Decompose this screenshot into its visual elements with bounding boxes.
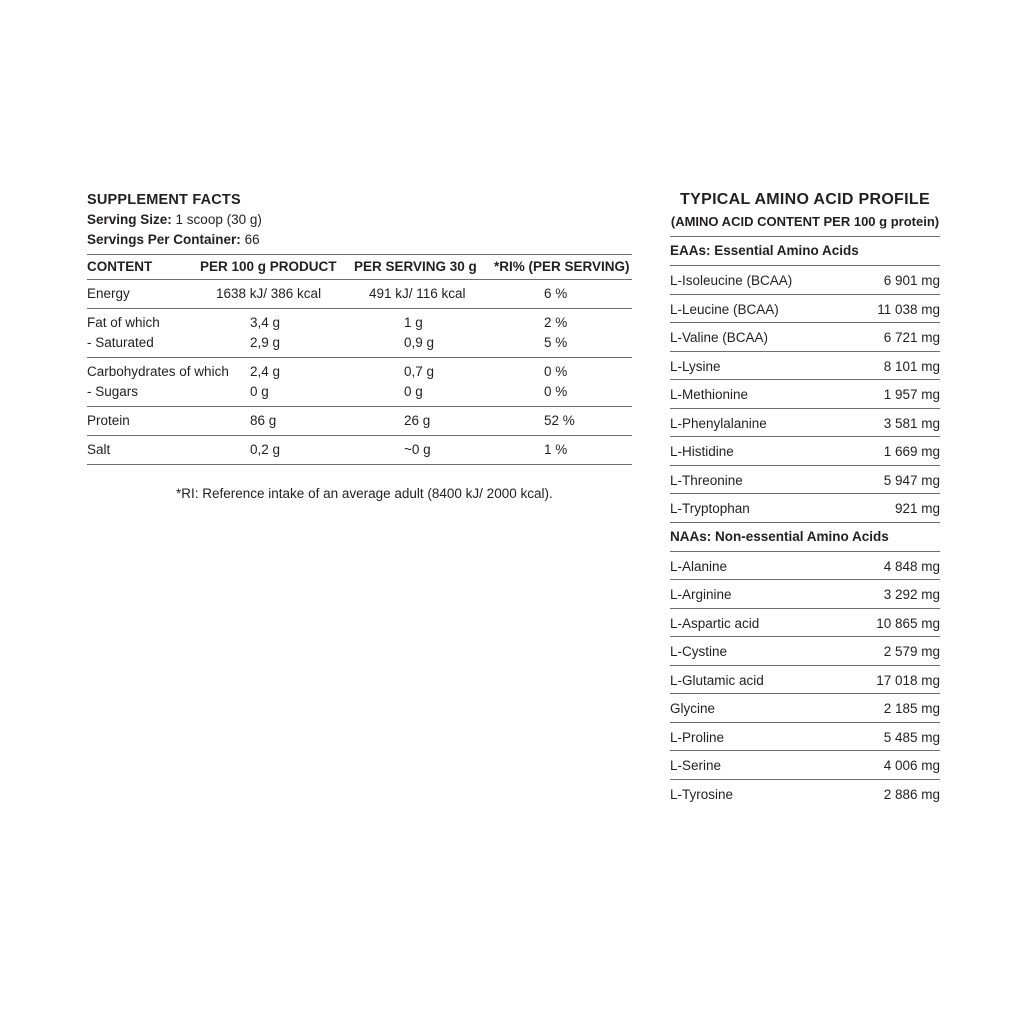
amino-acid-row (670, 637, 940, 666)
ri-value-cell (494, 309, 632, 358)
amino-acid-value: 921 mg (894, 501, 940, 516)
table-row (87, 280, 632, 309)
servings-per-container (87, 230, 632, 250)
amino-acid-name: L-Methionine (670, 387, 749, 402)
per-serving-value: 491 kJ/ 116 kcal (369, 286, 466, 301)
ri-footnote: *RI: Reference intake of an average adult (8400 kJ/ 2000 kcal). (176, 486, 553, 501)
amino-profile-title: TYPICAL AMINO ACID PROFILE (680, 191, 930, 208)
per-100g-value-cell (200, 407, 354, 436)
nutrient-name-cell (87, 436, 200, 465)
amino-acid-value: 2 886 mg (883, 786, 940, 802)
amino-acid-name: L-Valine (BCAA) (670, 330, 769, 345)
amino-acid-value: 2 185 mg (883, 701, 940, 716)
amino-acid-list (670, 237, 940, 807)
amino-group-heading: NAAs: Non-essential Amino Acids (670, 523, 940, 552)
amino-acid-name: L-Lysine (670, 358, 721, 374)
amino-acid-row (670, 266, 940, 295)
amino-acid-name: L-Aspartic acid (670, 615, 760, 631)
amino-acid-name: L-Glutamic acid (670, 672, 764, 688)
amino-acid-value: 1 957 mg (883, 387, 940, 402)
per-100g-value: 2,4 g (250, 364, 281, 379)
ri-value: 0 % (544, 384, 568, 399)
supplement-facts-body (87, 280, 632, 465)
supplement-facts-panel (87, 190, 632, 465)
amino-acid-row (670, 323, 940, 352)
amino-acid-value: 5 947 mg (883, 472, 940, 488)
ri-value-cell (494, 358, 632, 407)
per-serving-value-cell (354, 309, 494, 358)
amino-acid-row (670, 780, 940, 808)
amino-acid-value: 3 581 mg (883, 415, 940, 431)
nutrient-name: Protein (87, 413, 130, 428)
amino-acid-value: 3 292 mg (883, 587, 940, 602)
amino-profile-subtitle: (AMINO ACID CONTENT PER 100 g protein) (670, 211, 940, 237)
table-row (87, 436, 632, 465)
table-row (87, 407, 632, 436)
amino-acid-value: 17 018 mg (876, 672, 940, 688)
table-header-row (87, 255, 632, 280)
amino-acid-row (670, 466, 940, 495)
column-header-ri: *RI% (PER SERVING) (494, 255, 632, 280)
amino-acid-value: 5 485 mg (883, 729, 940, 745)
per-serving-value-cell (354, 358, 494, 407)
nutrient-name: Carbohydrates of which (87, 364, 229, 379)
per-serving-value: 0 g (404, 384, 423, 399)
per-serving-value-cell (354, 280, 494, 309)
amino-acid-row (670, 295, 940, 324)
per-100g-value: 86 g (250, 413, 277, 428)
amino-acid-name: Glycine (670, 701, 716, 716)
ri-value-cell (494, 436, 632, 465)
per-100g-value-cell (200, 436, 354, 465)
supplement-facts-table (87, 254, 632, 465)
per-100g-value: 3,4 g (250, 315, 281, 330)
per-serving-value: 1 g (404, 315, 423, 330)
nutrient-name-cell (87, 358, 229, 407)
ri-value: 5 % (544, 335, 568, 350)
amino-acid-value: 11 038 mg (877, 301, 940, 317)
per-serving-value-cell (354, 436, 494, 465)
per-100g-value-cell (200, 280, 354, 309)
amino-acid-row (670, 666, 940, 695)
per-serving-value: 0,7 g (404, 364, 435, 379)
amino-acid-name: L-Leucine (BCAA) (670, 301, 779, 317)
amino-acid-row (670, 751, 940, 780)
ri-value: 1 % (544, 442, 568, 457)
per-serving-value-cell (354, 407, 494, 436)
per-100g-value-cell (200, 309, 354, 358)
amino-acid-row (670, 694, 940, 723)
amino-acid-name: L-Tyrosine (670, 786, 734, 802)
nutrient-name: - Saturated (87, 335, 154, 350)
table-row (87, 358, 632, 407)
supplement-facts-title: SUPPLEMENT FACTS (87, 192, 241, 208)
table-row (87, 309, 632, 358)
ri-value: 52 % (544, 413, 575, 428)
servings-label: Servings Per Container: (87, 232, 241, 247)
amino-acid-row (670, 352, 940, 381)
nutrient-name: - Sugars (87, 384, 139, 399)
per-100g-value: 2,9 g (250, 335, 281, 350)
amino-acid-value: 2 579 mg (883, 644, 940, 659)
amino-acid-row (670, 494, 940, 523)
amino-acid-name: L-Serine (670, 758, 722, 773)
per-100g-value: 0,2 g (250, 442, 281, 457)
amino-acid-value: 4 006 mg (883, 758, 940, 773)
amino-acid-name: L-Arginine (670, 587, 732, 602)
per-100g-value: 1638 kJ/ 386 kcal (216, 286, 322, 301)
ri-value-cell (494, 280, 632, 309)
per-100g-value: 0 g (250, 384, 269, 399)
amino-acid-name: L-Proline (670, 729, 725, 745)
amino-acid-row (670, 437, 940, 466)
per-serving-value: ~0 g (404, 442, 431, 457)
nutrient-name: Energy (87, 286, 130, 301)
per-serving-value: 26 g (404, 413, 431, 428)
ri-value: 2 % (544, 315, 568, 330)
ri-value-cell (494, 407, 632, 436)
servings-value: 66 (244, 232, 260, 247)
nutrient-name-cell (87, 407, 200, 436)
nutrient-name-cell (87, 280, 200, 309)
amino-acid-name: L-Isoleucine (BCAA) (670, 273, 793, 288)
serving-size-value: 1 scoop (30 g) (175, 212, 262, 227)
column-header-per-100g: PER 100 g PRODUCT (200, 255, 354, 280)
amino-acid-value: 10 865 mg (876, 615, 940, 631)
column-header-per-serving: PER SERVING 30 g (354, 255, 494, 280)
amino-acid-profile-panel (670, 189, 940, 807)
amino-acid-row (670, 580, 940, 609)
column-header-content: CONTENT (87, 255, 200, 280)
amino-acid-value: 4 848 mg (883, 558, 940, 574)
amino-acid-name: L-Histidine (670, 444, 734, 459)
amino-acid-value: 8 101 mg (883, 358, 940, 374)
amino-group-heading: EAAs: Essential Amino Acids (670, 237, 940, 266)
amino-acid-name: L-Cystine (670, 644, 728, 659)
amino-acid-value: 1 669 mg (883, 444, 940, 459)
amino-acid-row (670, 609, 940, 638)
serving-size-label: Serving Size: (87, 212, 172, 227)
nutrient-name: Salt (87, 442, 111, 457)
amino-acid-value: 6 901 mg (883, 273, 940, 288)
ri-value: 0 % (544, 364, 568, 379)
amino-acid-row (670, 552, 940, 581)
amino-acid-name: L-Threonine (670, 472, 743, 488)
nutrient-name-cell (87, 309, 200, 358)
ri-value: 6 % (544, 286, 568, 301)
amino-acid-row (670, 380, 940, 409)
amino-acid-name: L-Phenylalanine (670, 415, 767, 431)
nutrient-name: Fat of which (87, 315, 160, 330)
amino-acid-name: L-Alanine (670, 558, 728, 574)
amino-acid-row (670, 409, 940, 438)
amino-acid-row (670, 723, 940, 752)
per-serving-value: 0,9 g (404, 335, 435, 350)
amino-acid-value: 6 721 mg (883, 330, 940, 345)
amino-acid-name: L-Tryptophan (670, 501, 750, 516)
serving-size (87, 210, 632, 230)
